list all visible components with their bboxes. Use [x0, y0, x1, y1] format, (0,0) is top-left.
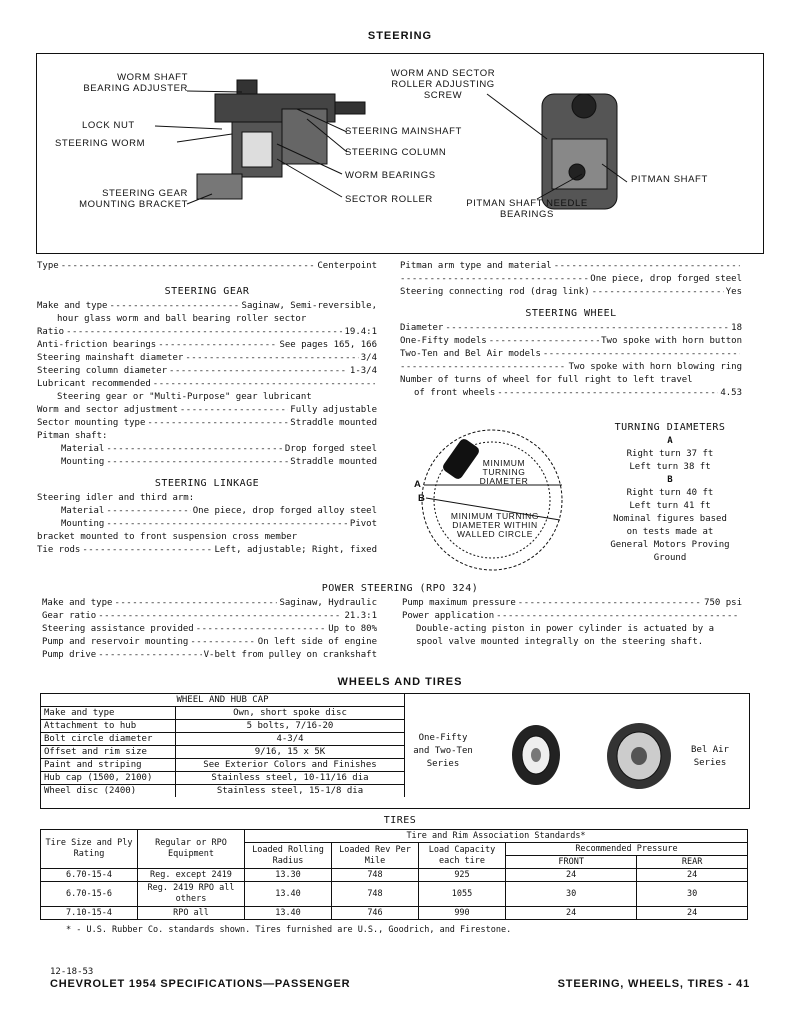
- spec-row-idler-mounting: Mounting ----- Pivot: [37, 518, 377, 531]
- spec-row-sector-mounting: Sector mounting type ----- Straddle mounted: [37, 417, 377, 430]
- spec-row-idler-cont: bracket mounted to front suspension cross member: [37, 532, 298, 542]
- steering-linkage-heading: STEERING LINKAGE: [154, 478, 260, 489]
- series-left-label: One-Fifty and Two-Ten Series: [413, 733, 473, 769]
- steering-gear-heading: STEERING GEAR: [164, 286, 250, 297]
- spec-row-type: Type ----- Centerpoint: [37, 260, 377, 273]
- gear-cutaway-left: [197, 80, 365, 199]
- circle-a-label: A: [414, 479, 422, 490]
- table-row: Attachment to hub 5 bolts, 7/16-20: [41, 720, 405, 733]
- spec-row-one-fifty: One-Fifty models ----- Two spoke with horn button: [400, 335, 742, 348]
- circle-b-label: B: [418, 493, 426, 504]
- circle-walled-label: MINIMUM TURNING DIAMETER WITHIN WALLED CIRCLE: [450, 511, 540, 539]
- spec-row-turns: of front wheels ----- 4.53: [400, 387, 742, 400]
- steering-wheel-heading: STEERING WHEEL: [525, 308, 617, 319]
- right-column: [400, 260, 742, 400]
- spec-row-anti-friction: Anti-friction bearings ----- See pages 165, 166: [37, 339, 377, 352]
- wheels-tires-heading: WHEELS AND TIRES: [337, 676, 463, 688]
- spec-row-pitman-arm-cont: ----- One piece, drop forged steel: [400, 273, 742, 286]
- turning-a: A: [667, 436, 673, 446]
- spec-row-idler: Steering idler and third arm:: [37, 493, 195, 503]
- spec-row-ps-pressure: Pump maximum pressure ----- 750 psi: [402, 597, 742, 610]
- tires-col-front: FRONT: [506, 856, 637, 869]
- tires-col-rear: REAR: [637, 856, 748, 869]
- tires-table: [40, 829, 748, 920]
- tires-col-rev: Loaded Rev Per Mile: [332, 843, 419, 869]
- turning-note-2: on tests made at: [626, 527, 714, 537]
- power-right: [402, 597, 742, 649]
- spec-row-pitman-material: Material ----- Drop forged steel: [37, 443, 377, 456]
- tires-footnote: * - U.S. Rubber Co. standards shown. Tires furnished are U.S., Goodrich, and Firestone.: [66, 925, 512, 935]
- turning-diameters-heading: TURNING DIAMETERS: [614, 422, 726, 433]
- label-sector-roller: SECTOR ROLLER: [345, 194, 433, 205]
- series-right-label: Bel Air Series: [691, 745, 729, 768]
- left-column: [37, 260, 377, 557]
- spec-row-mainshaft: Steering mainshaft diameter ----- 3/4: [37, 352, 377, 365]
- hubcap-one-fifty-icon: [506, 722, 566, 788]
- label-worm-bearings: WORM BEARINGS: [345, 170, 436, 181]
- table-row: Make and type Own, short spoke disc: [41, 707, 405, 720]
- spec-row-idler-material: Material ----- One piece, drop forged alloy steel: [37, 505, 377, 518]
- spec-row-pitman-arm: Pitman arm type and material -----: [400, 260, 742, 273]
- table-row: 6.70-15-4 Reg. except 2419 13.30 748 925 24 24: [41, 869, 748, 882]
- circle-min-label: MINIMUM TURNING DIAMETER: [479, 458, 529, 486]
- turning-b: B: [667, 475, 673, 485]
- label-steering-column: STEERING COLUMN: [345, 147, 447, 158]
- wheel-hub-table: [41, 694, 405, 797]
- spec-row-lubricant: Lubricant recommended -----: [37, 378, 377, 391]
- spec-row-make-cont: hour glass worm and ball bearing roller sector: [57, 314, 307, 324]
- table-row: Bolt circle diameter 4-3/4: [41, 733, 405, 746]
- table-row: 7.10-15-4 RPO all 13.40 746 990 24 24: [41, 907, 748, 920]
- turning-note-3: General Motors Proving: [610, 540, 730, 550]
- turning-note-4: Ground: [653, 553, 687, 563]
- wheel-hub-box: [40, 693, 750, 809]
- label-adjusting-screw: WORM AND SECTOR ROLLER ADJUSTING SCREW: [390, 68, 496, 101]
- table-row: Wheel disc (2400) Stainless steel, 15-1/8 dia: [41, 785, 405, 798]
- tires-col-load: Load Capacity each tire: [419, 843, 506, 869]
- page-title: STEERING: [367, 30, 433, 42]
- spec-row-two-ten-cont: ----- Two spoke with horn blowing ring: [400, 361, 742, 374]
- spec-row-ratio: Ratio ----- 19.4:1: [37, 326, 377, 339]
- label-steering-worm: STEERING WORM: [55, 138, 146, 149]
- label-steering-mainshaft: STEERING MAINSHAFT: [345, 126, 462, 137]
- spec-row-diameter: Diameter ----- 18: [400, 322, 742, 335]
- spec-row-worm-sector: Worm and sector adjustment ----- Fully adjustable: [37, 404, 377, 417]
- spec-row-turns-label: Number of turns of wheel for full right to left travel: [400, 375, 693, 385]
- turning-left-41: Left turn 41 ft: [629, 501, 711, 511]
- table-row: Hub cap (1500, 2100) Stainless steel, 10-11/16 dia: [41, 772, 405, 785]
- spec-row-ps-pump-drive: Pump drive ----- V-belt from pulley on crankshaft: [42, 649, 377, 662]
- spec-row-ps-make: Make and type ----- Saginaw, Hydraulic: [42, 597, 377, 610]
- tires-col-pressure: Recommended Pressure: [506, 843, 748, 856]
- turning-right-40: Right turn 40 ft: [626, 488, 714, 498]
- label-pitman-shaft: PITMAN SHAFT: [631, 174, 708, 185]
- spec-row-ps-ratio: Gear ratio ----- 21.3:1: [42, 610, 377, 623]
- ps-application-text: Double-acting piston in power cylinder is actuated by a spool valve mounted integrally on the steering shaft.: [416, 624, 715, 647]
- footer-date: 12-18-53: [50, 967, 94, 977]
- spec-row-pitman-mounting: Mounting ----- Straddle mounted: [37, 456, 377, 469]
- spec-row-ps-assist: Steering assistance provided ----- Up to 80%: [42, 623, 377, 636]
- label-needle-bearings: PITMAN SHAFT NEEDLE BEARINGS: [466, 198, 588, 220]
- spec-row-tie-rods: Tie rods ----- Left, adjustable; Right, fixed: [37, 544, 377, 557]
- spec-row-two-ten: Two-Ten and Bel Air models -----: [400, 348, 742, 361]
- wheel-hub-table-heading: WHEEL AND HUB CAP: [41, 694, 405, 707]
- spec-row-ps-pump-mount: Pump and reservoir mounting ----- On left side of engine: [42, 636, 377, 649]
- turning-left-38: Left turn 38 ft: [629, 462, 711, 472]
- tires-heading: TIRES: [383, 815, 417, 826]
- power-left: [42, 597, 377, 662]
- gear-cutaway-right: [542, 94, 617, 209]
- spec-row-ps-application: Power application -----: [402, 610, 742, 623]
- turning-note-1: Nominal figures based: [613, 514, 727, 524]
- table-row: 6.70-15-6 Reg. 2419 RPO all others 13.40 748 1055 30 30: [41, 882, 748, 907]
- tires-col-assoc: Tire and Rim Association Standards*: [245, 830, 748, 843]
- table-row: Paint and striping See Exterior Colors and Finishes: [41, 759, 405, 772]
- tires-col-roll: Loaded Rolling Radius: [245, 843, 332, 869]
- label-mounting-bracket: STEERING GEAR MOUNTING BRACKET: [79, 188, 188, 210]
- steering-diagram: [36, 53, 764, 254]
- turning-diameters: [580, 422, 760, 565]
- footer-right: STEERING, WHEELS, TIRES - 41: [557, 978, 750, 990]
- wheel-disc-bel-air-icon: [599, 718, 679, 794]
- turning-circle-diagram: [412, 420, 572, 580]
- turning-right-37: Right turn 37 ft: [626, 449, 714, 459]
- label-worm-shaft-bearing-adjuster: WORM SHAFT BEARING ADJUSTER: [83, 72, 188, 94]
- footer-left: CHEVROLET 1954 SPECIFICATIONS—PASSENGER: [50, 978, 351, 990]
- spec-row-make: Make and type ----- Saginaw, Semi-reversible,: [37, 300, 377, 313]
- power-steering-heading: POWER STEERING (RPO 324): [321, 583, 479, 594]
- tires-col-size: Tire Size and Ply Rating: [41, 830, 138, 869]
- tires-col-rpo: Regular or RPO Equipment: [138, 830, 245, 869]
- spec-row-drag-link: Steering connecting rod (drag link) ----- Yes: [400, 286, 742, 299]
- spec-row-pitman-shaft: Pitman shaft:: [37, 431, 108, 441]
- table-row: Offset and rim size 9/16, 15 x 5K: [41, 746, 405, 759]
- label-lock-nut: LOCK NUT: [82, 120, 135, 131]
- spec-row-column: Steering column diameter ----- 1-3/4: [37, 365, 377, 378]
- spec-row-lubricant-cont: Steering gear or "Multi-Purpose" gear lubricant: [57, 392, 312, 402]
